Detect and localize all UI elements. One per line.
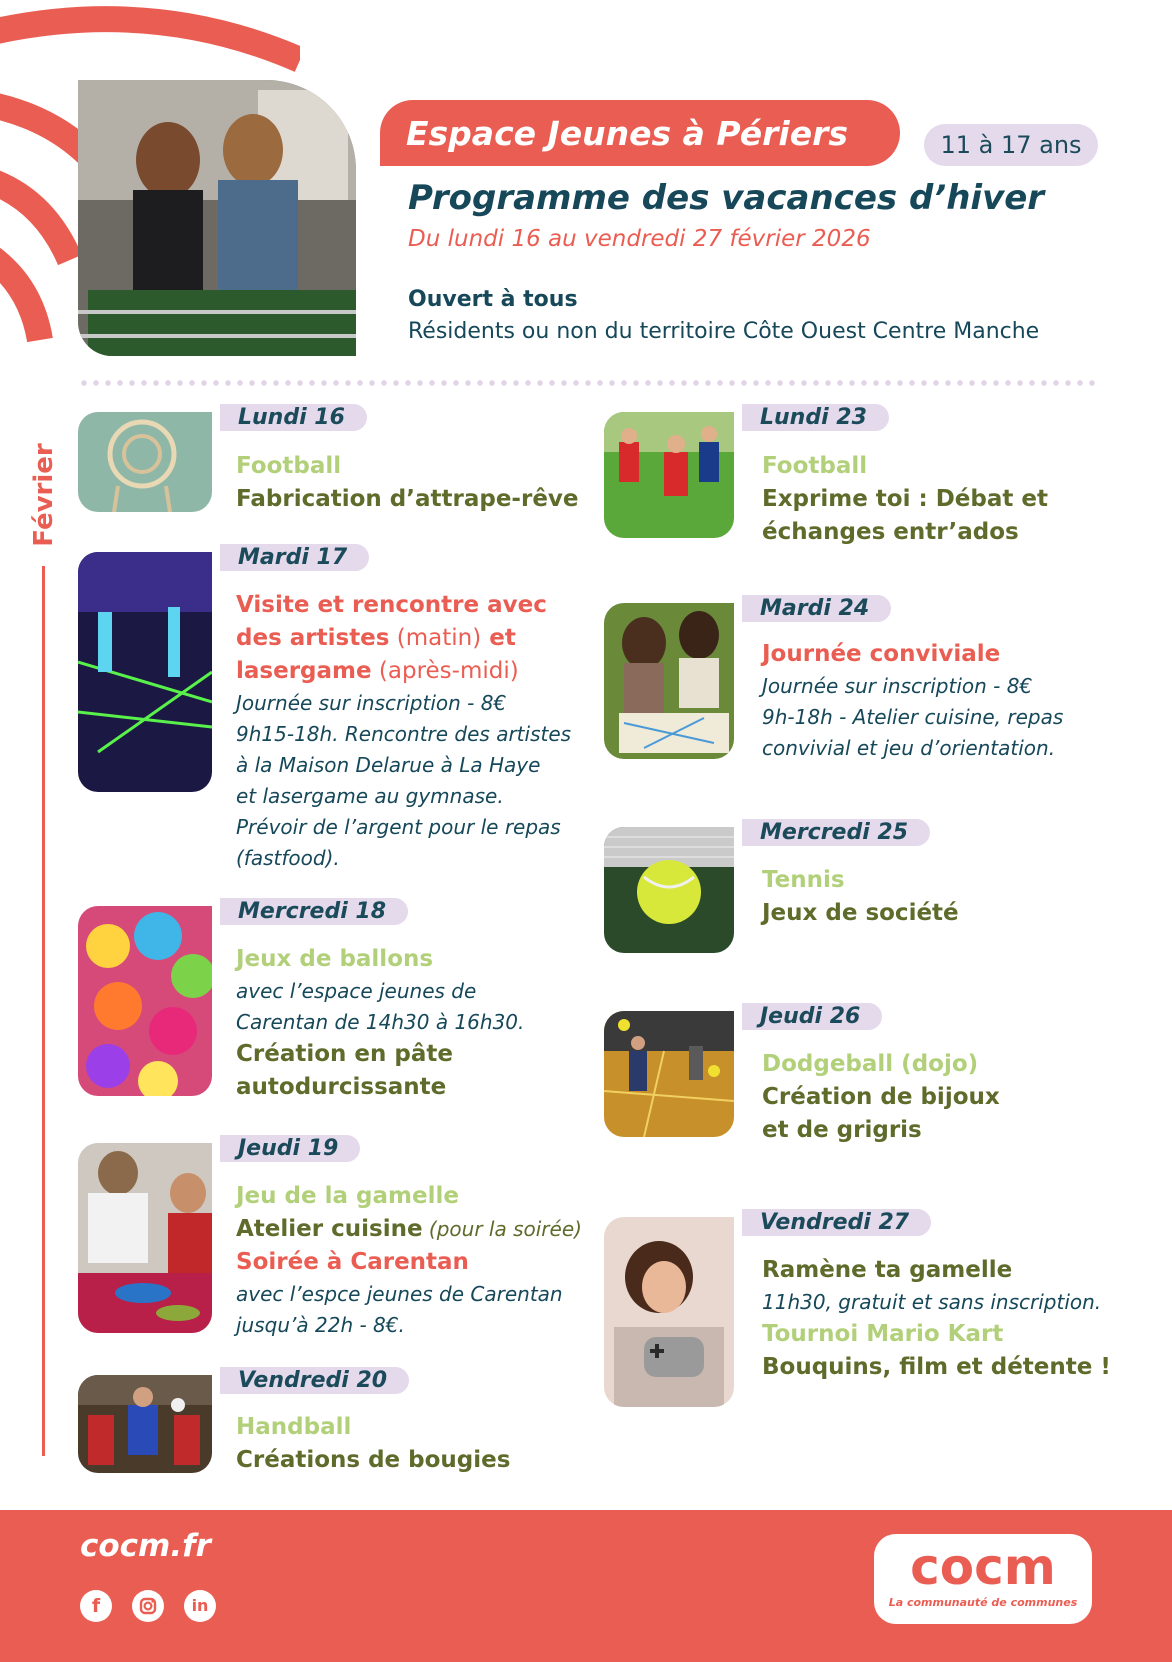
footer xyxy=(0,1510,1172,1662)
day-label: Vendredi 20 xyxy=(220,1367,409,1394)
orienteering-photo xyxy=(604,603,734,759)
activity: Création de bijoux xyxy=(762,1084,1000,1110)
age-badge: 11 à 17 ans xyxy=(924,124,1098,166)
open-detail: Résidents ou non du territoire Côte Ouest Centre Manche xyxy=(408,319,1040,344)
activity: Tennis xyxy=(762,867,845,893)
activity: Jeux de ballons xyxy=(236,946,434,972)
note: (fastfood). xyxy=(236,846,340,870)
activity: Ramène ta gamelle xyxy=(762,1257,1013,1283)
note: convivial et jeu d’orientation. xyxy=(762,736,1056,760)
cocm-logo[interactable]: cocm La communauté de communes xyxy=(874,1534,1092,1624)
month-label: Février xyxy=(29,443,59,547)
note: à la Maison Delarue à La Haye xyxy=(236,753,541,777)
activity: Soirée à Carentan xyxy=(236,1249,469,1275)
activity: échanges entr’ados xyxy=(762,519,1019,545)
day-label: Lundi 23 xyxy=(742,404,889,431)
activity: Tournoi Mario Kart xyxy=(762,1321,1004,1347)
day-label: Mardi 24 xyxy=(742,595,891,622)
activity: autodurcissante xyxy=(236,1074,447,1100)
activity: Bouquins, film et détente ! xyxy=(762,1354,1111,1380)
activity: Football xyxy=(762,453,868,479)
program-title: Programme des vacances d’hiver xyxy=(408,178,1045,218)
day-label: Lundi 16 xyxy=(220,404,367,431)
activity: lasergame (après-midi) xyxy=(236,658,519,684)
dotted-divider xyxy=(78,380,1098,386)
activity: Visite et rencontre avec xyxy=(236,592,547,618)
polymer-clay-photo xyxy=(78,906,212,1096)
activity: Création en pâte xyxy=(236,1041,453,1067)
activity: Dodgeball (dojo) xyxy=(762,1051,979,1077)
lasergame-photo xyxy=(78,552,212,792)
day-label: Mercredi 25 xyxy=(742,819,930,846)
activity: Exprime toi : Débat et xyxy=(762,486,1048,512)
hero-photo xyxy=(78,80,356,356)
dodgeball-photo xyxy=(604,1011,734,1137)
day-label: Mercredi 18 xyxy=(220,898,408,925)
note: Prévoir de l’argent pour le repas xyxy=(236,815,561,839)
activity: Jeux de société xyxy=(762,900,959,926)
football-photo xyxy=(604,412,734,538)
linkedin-icon[interactable]: in xyxy=(184,1590,216,1622)
cooking-photo xyxy=(78,1143,212,1333)
activity: Journée conviviale xyxy=(762,641,1001,667)
day-label: Jeudi 19 xyxy=(220,1135,360,1162)
activity: Jeu de la gamelle xyxy=(236,1183,459,1209)
video-game-photo xyxy=(604,1217,734,1407)
activity: des artistes (matin) et xyxy=(236,625,516,651)
activity: Handball xyxy=(236,1414,352,1440)
activity: Fabrication d’attrape-rêve xyxy=(236,486,579,512)
note: 11h30, gratuit et sans inscription. xyxy=(762,1290,1102,1314)
note: Journée sur inscription - 8€ xyxy=(236,691,507,715)
note: 9h-18h - Atelier cuisine, repas xyxy=(762,705,1064,729)
website-link[interactable]: cocm.fr xyxy=(80,1528,211,1564)
page-title: Espace Jeunes à Périers xyxy=(380,100,900,166)
note: avec l’espace jeunes de xyxy=(236,979,477,1003)
activity: Football xyxy=(236,453,342,479)
activity: et de grigris xyxy=(762,1117,922,1143)
note: 9h15-18h. Rencontre des artistes xyxy=(236,722,572,746)
day-label: Vendredi 27 xyxy=(742,1209,931,1236)
activity: Créations de bougies xyxy=(236,1447,511,1473)
activity: Atelier cuisine (pour la soirée) xyxy=(236,1216,582,1242)
facebook-icon[interactable]: f xyxy=(80,1590,112,1622)
tennis-ball-photo xyxy=(604,827,734,953)
note: avec l’espce jeunes de Carentan xyxy=(236,1282,563,1306)
program-dates: Du lundi 16 au vendredi 27 février 2026 xyxy=(408,226,871,252)
note: Journée sur inscription - 8€ xyxy=(762,674,1033,698)
open-title: Ouvert à tous xyxy=(408,287,578,312)
month-line xyxy=(42,566,45,1456)
handball-photo xyxy=(78,1375,212,1473)
note: jusqu’à 22h - 8€. xyxy=(236,1313,405,1337)
day-label: Jeudi 26 xyxy=(742,1003,882,1030)
instagram-icon[interactable] xyxy=(132,1590,164,1622)
dreamcatcher-photo xyxy=(78,412,212,512)
note: Carentan de 14h30 à 16h30. xyxy=(236,1010,525,1034)
day-label: Mardi 17 xyxy=(220,544,369,571)
note: et lasergame au gymnase. xyxy=(236,784,504,808)
